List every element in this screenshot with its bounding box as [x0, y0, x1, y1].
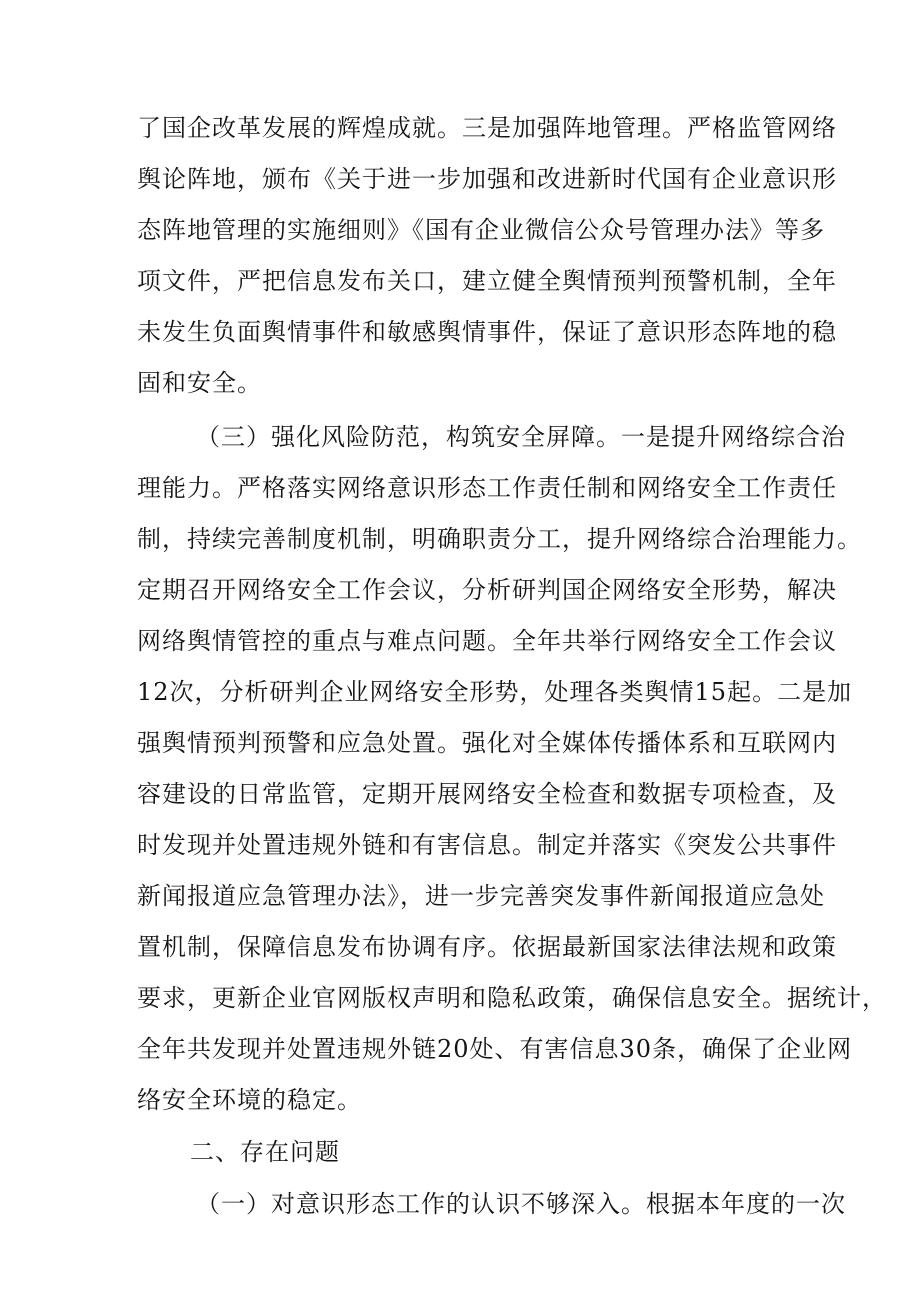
text-line: [0, 626, 920, 676]
text-line: [0, 368, 920, 418]
line-text: 要求，更新企业官网版权声明和隐私政策，确保信息安全。据统计，: [137, 984, 887, 1012]
text-line: [0, 524, 920, 574]
heading-text: 二、存在问题: [190, 1138, 340, 1166]
line-text: 态阵地管理的实施细则》《国有企业微信公众号管理办法》等多: [137, 216, 825, 244]
line-text: 项文件，严把信息发布关口，建立健全舆情预判预警机制，全年: [137, 267, 837, 295]
text-line: [0, 1085, 920, 1135]
line-text: 了国企改革发展的辉煌成就。三是加强阵地管理。严格监管网络: [137, 114, 837, 142]
text-line: [0, 266, 920, 316]
text-line: [0, 1034, 920, 1084]
line-text: 理能力。严格落实网络意识形态工作责任制和网络安全工作责任: [137, 474, 837, 502]
line-text: （一）对意识形态工作的认识不够深入。根据本年度的一次: [196, 1190, 846, 1218]
line-text: 未发生负面舆情事件和敏感舆情事件，保证了意识形态阵地的稳: [137, 318, 837, 346]
line-text: 固和安全。: [137, 369, 262, 397]
line-text: （三）强化风险防范，构筑安全屏障。一是提升网络综合治: [196, 423, 846, 451]
line-text: 络安全环境的稳定。: [137, 1086, 362, 1114]
line-text: 时发现并处置违规外链和有害信息。制定并落实《突发公共事件: [137, 831, 837, 859]
line-text: 置机制，保障信息发布协调有序。依据最新国家法律法规和政策: [137, 933, 837, 961]
line-text: 容建设的日常监管，定期开展网络安全检查和数据专项检查，及: [137, 780, 837, 808]
text-line: [0, 779, 920, 829]
text-line: [0, 1189, 920, 1239]
text-line: [0, 113, 920, 163]
text-line: [0, 473, 920, 523]
line-text: 网络舆情管控的重点与难点问题。全年共举行网络安全工作会议: [137, 627, 837, 655]
text-line: [0, 575, 920, 625]
section-heading: [0, 1137, 920, 1187]
line-text: 定期召开网络安全工作会议，分析研判国企网络安全形势，解决: [137, 576, 837, 604]
text-line: [0, 728, 920, 778]
text-line: [0, 215, 920, 265]
line-text: 新闻报道应急管理办法》，进一步完善突发事件新闻报道应急处: [137, 882, 825, 910]
text-line: [0, 677, 920, 727]
line-text: 12次，分析研判企业网络安全形势，处理各类舆情15起。二是加: [137, 678, 853, 706]
text-line: [0, 422, 920, 472]
line-text: 舆论阵地，颁布《关于进一步加强和改进新时代国有企业意识形: [137, 165, 837, 193]
text-line: [0, 830, 920, 880]
line-text: 全年共发现并处置违规外链20处、有害信息30条，确保了企业网: [137, 1035, 853, 1063]
line-text: 强舆情预判预警和应急处置。强化对全媒体传播体系和互联网内: [137, 729, 837, 757]
text-line: [0, 317, 920, 367]
text-line: [0, 983, 920, 1033]
text-line: [0, 881, 920, 931]
line-text: 制，持续完善制度机制，明确职责分工，提升网络综合治理能力。: [137, 525, 862, 553]
text-line: [0, 932, 920, 982]
text-line: [0, 164, 920, 214]
